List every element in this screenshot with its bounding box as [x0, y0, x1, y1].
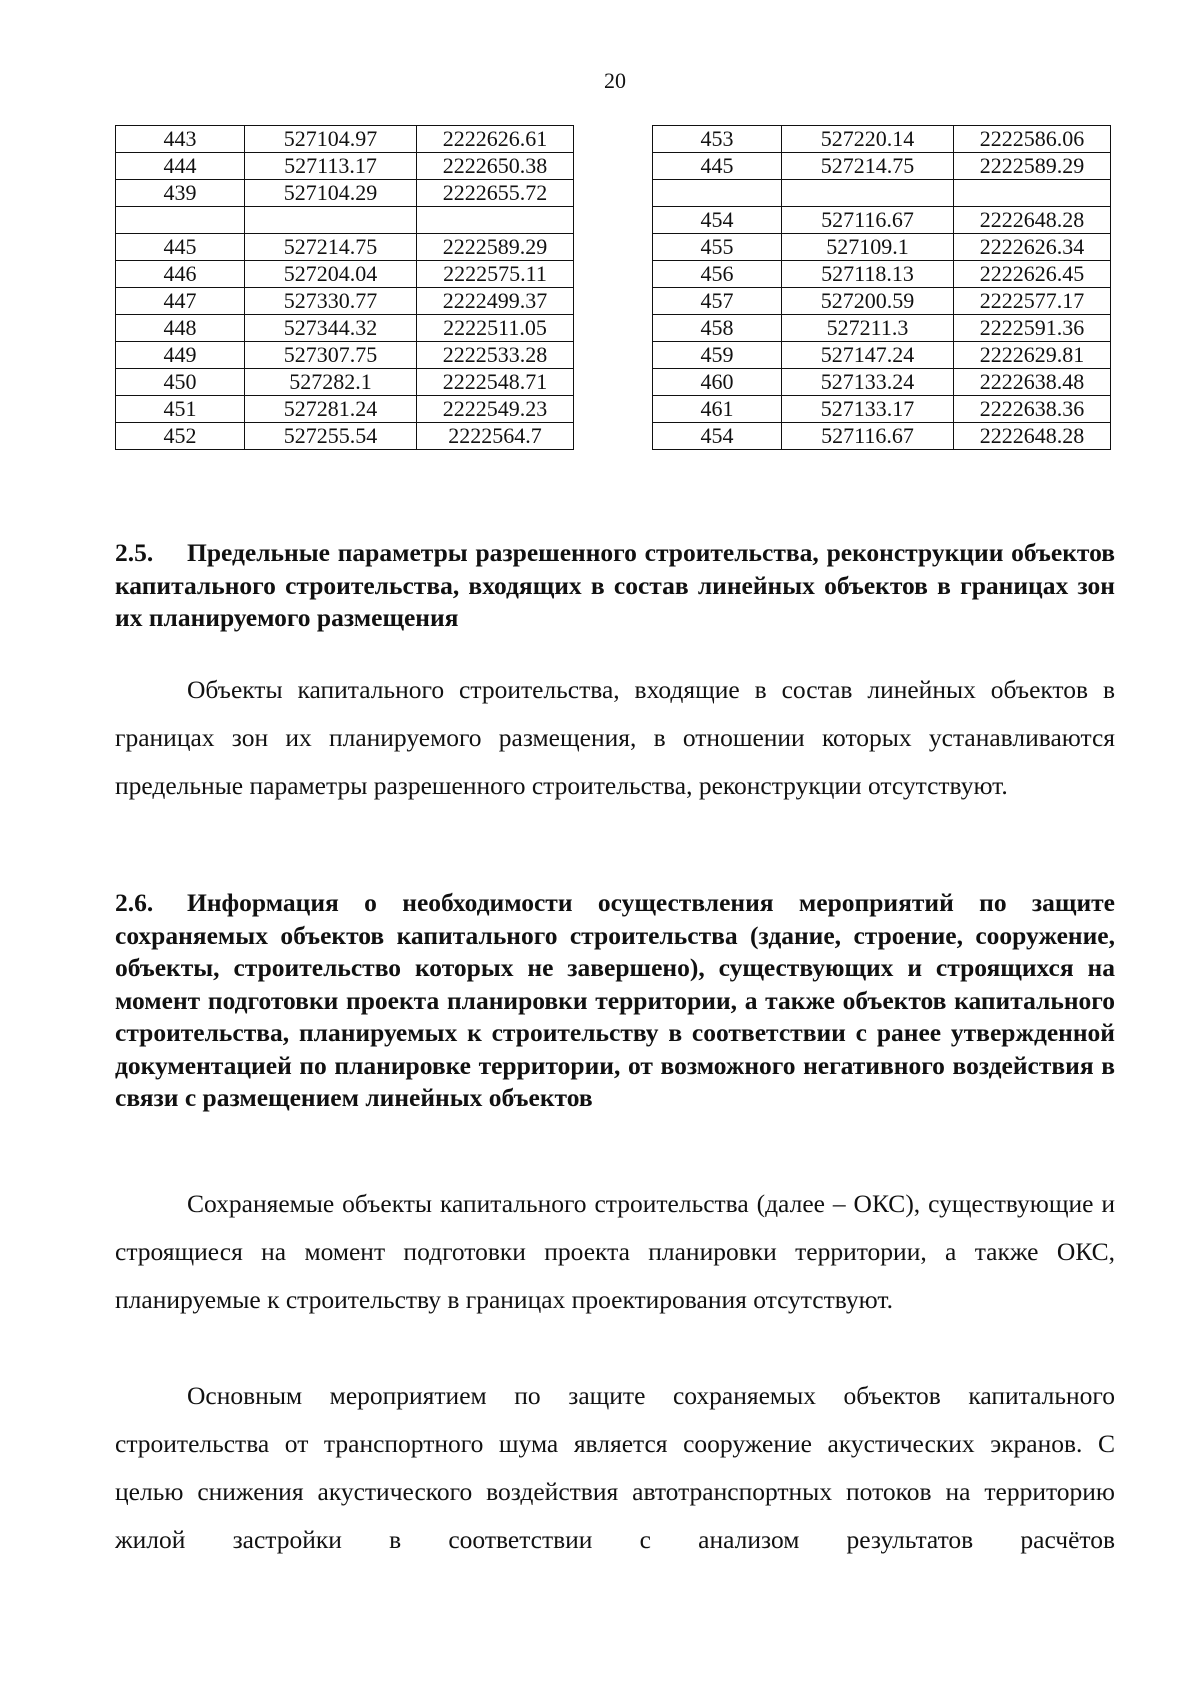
- y-coordinate-cell: 2222629.81: [954, 342, 1111, 369]
- x-coordinate-cell: 527200.59: [782, 288, 954, 315]
- point-number-cell: 452: [116, 423, 245, 450]
- coordinates-table-left: [115, 125, 574, 450]
- point-number-cell: 444: [116, 153, 245, 180]
- table-row: [653, 396, 1111, 423]
- table-row: [653, 153, 1111, 180]
- point-number-cell: 449: [116, 342, 245, 369]
- y-coordinate-cell: 2222564.7: [417, 423, 574, 450]
- x-coordinate-cell: 527281.24: [245, 396, 417, 423]
- table-row: [116, 153, 574, 180]
- y-coordinate-cell: 2222638.36: [954, 396, 1111, 423]
- y-coordinate-cell: 2222589.29: [417, 234, 574, 261]
- x-coordinate-cell: 527214.75: [245, 234, 417, 261]
- x-coordinate-cell: 527220.14: [782, 126, 954, 153]
- y-coordinate-cell: 2222511.05: [417, 315, 574, 342]
- coordinates-table-right: [652, 125, 1111, 450]
- x-coordinate-cell: 527255.54: [245, 423, 417, 450]
- table-row: [653, 126, 1111, 153]
- table-row: [653, 342, 1111, 369]
- table-row: [116, 261, 574, 288]
- table-row: [116, 396, 574, 423]
- point-number-cell: 461: [653, 396, 782, 423]
- table-row: [653, 315, 1111, 342]
- point-number-cell: 445: [653, 153, 782, 180]
- y-coordinate-cell: 2222626.45: [954, 261, 1111, 288]
- y-coordinate-cell: 2222575.11: [417, 261, 574, 288]
- table-row: [653, 423, 1111, 450]
- y-coordinate-cell: 2222626.34: [954, 234, 1111, 261]
- point-number-cell: 458: [653, 315, 782, 342]
- point-number-cell: 455: [653, 234, 782, 261]
- point-number-cell: 457: [653, 288, 782, 315]
- table-row: [116, 234, 574, 261]
- y-coordinate-cell: 2222577.17: [954, 288, 1111, 315]
- point-number-cell: 447: [116, 288, 245, 315]
- table-row: [653, 180, 1111, 207]
- x-coordinate-cell: 527104.29: [245, 180, 417, 207]
- page-number: 20: [604, 68, 626, 93]
- y-coordinate-cell: 2222549.23: [417, 396, 574, 423]
- table-row: [116, 126, 574, 153]
- section-2-6-title: Информация о необходимости осуществления мероприятий по защите сохраняемых объектов капитального строительства (здание, строение, сооружение, объекты, строительство которых не завершено), существующих и строящихся на момент подготовки проекта планировки территории, а также объектов капитального строительства, планируемых к строительству в соответствии с ранее утвержденной документацией по планировке территории, от возможного негативного воздействия в связи с размещением линейных объектов: [115, 888, 1115, 1112]
- y-coordinate-cell: 2222655.72: [417, 180, 574, 207]
- y-coordinate-cell: [954, 180, 1111, 207]
- point-number-cell: 460: [653, 369, 782, 396]
- x-coordinate-cell: 527133.17: [782, 396, 954, 423]
- x-coordinate-cell: 527307.75: [245, 342, 417, 369]
- point-number-cell: 459: [653, 342, 782, 369]
- point-number-cell: [653, 180, 782, 207]
- point-number-cell: 454: [653, 207, 782, 234]
- table-row: [653, 207, 1111, 234]
- y-coordinate-cell: 2222499.37: [417, 288, 574, 315]
- x-coordinate-cell: 527330.77: [245, 288, 417, 315]
- x-coordinate-cell: 527116.67: [782, 207, 954, 234]
- x-coordinate-cell: 527211.3: [782, 315, 954, 342]
- y-coordinate-cell: 2222533.28: [417, 342, 574, 369]
- x-coordinate-cell: 527118.13: [782, 261, 954, 288]
- table-row: [653, 261, 1111, 288]
- table-row: [116, 288, 574, 315]
- point-number-cell: 453: [653, 126, 782, 153]
- y-coordinate-cell: 2222589.29: [954, 153, 1111, 180]
- section-2-6-number: 2.6.: [115, 888, 154, 917]
- x-coordinate-cell: 527113.17: [245, 153, 417, 180]
- point-number-cell: 456: [653, 261, 782, 288]
- y-coordinate-cell: 2222648.28: [954, 423, 1111, 450]
- x-coordinate-cell: 527214.75: [782, 153, 954, 180]
- table-row: [116, 180, 574, 207]
- section-2-5-title: Предельные параметры разрешенного строительства, реконструкции объектов капитального строительства, входящих в состав линейных объектов в границах зон их планируемого размещения: [115, 538, 1115, 632]
- table-row: [116, 423, 574, 450]
- y-coordinate-cell: 2222650.38: [417, 153, 574, 180]
- x-coordinate-cell: 527109.1: [782, 234, 954, 261]
- x-coordinate-cell: 527133.24: [782, 369, 954, 396]
- point-number-cell: 443: [116, 126, 245, 153]
- table-row: [116, 315, 574, 342]
- section-2-5-paragraph: Объекты капитального строительства, входящие в состав линейных объектов в границах зон их планируемого размещения, в отношении которых устанавливаются предельные параметры разрешенного строительства, реконструкции отсутствуют.: [115, 675, 1115, 800]
- point-number-cell: 448: [116, 315, 245, 342]
- table-row: [116, 207, 574, 234]
- table-row: [116, 342, 574, 369]
- section-2-5-number: 2.5.: [115, 538, 154, 567]
- point-number-cell: [116, 207, 245, 234]
- x-coordinate-cell: 527204.04: [245, 261, 417, 288]
- point-number-cell: 446: [116, 261, 245, 288]
- point-number-cell: 451: [116, 396, 245, 423]
- x-coordinate-cell: 527282.1: [245, 369, 417, 396]
- point-number-cell: 445: [116, 234, 245, 261]
- table-row: [653, 369, 1111, 396]
- y-coordinate-cell: 2222548.71: [417, 369, 574, 396]
- section-2-5-heading: [115, 537, 1115, 635]
- section-2-6-paragraph-1: Сохраняемые объекты капитального строительства (далее – ОКС), существующие и строящиеся на момент подготовки проекта планировки территории, а также ОКС, планируемые к строительству в границах проектирования отсутствуют.: [115, 1189, 1115, 1314]
- table-row: [653, 288, 1111, 315]
- x-coordinate-cell: 527104.97: [245, 126, 417, 153]
- y-coordinate-cell: 2222586.06: [954, 126, 1111, 153]
- y-coordinate-cell: 2222591.36: [954, 315, 1111, 342]
- y-coordinate-cell: 2222648.28: [954, 207, 1111, 234]
- point-number-cell: 454: [653, 423, 782, 450]
- section-2-6-heading: [115, 887, 1115, 1115]
- point-number-cell: 439: [116, 180, 245, 207]
- section-2-6-paragraph-2: Основным мероприятием по защите сохраняемых объектов капитального строительства от транспортного шума является сооружение акустических экранов. С целью снижения акустического воздействия автотранспортных потоков на территорию жилой застройки в соответствии с анализом результатов расчётов: [115, 1381, 1115, 1554]
- x-coordinate-cell: 527344.32: [245, 315, 417, 342]
- y-coordinate-cell: 2222638.48: [954, 369, 1111, 396]
- y-coordinate-cell: 2222626.61: [417, 126, 574, 153]
- table-row: [653, 234, 1111, 261]
- x-coordinate-cell: [245, 207, 417, 234]
- point-number-cell: 450: [116, 369, 245, 396]
- x-coordinate-cell: 527147.24: [782, 342, 954, 369]
- x-coordinate-cell: [782, 180, 954, 207]
- table-row: [116, 369, 574, 396]
- y-coordinate-cell: [417, 207, 574, 234]
- x-coordinate-cell: 527116.67: [782, 423, 954, 450]
